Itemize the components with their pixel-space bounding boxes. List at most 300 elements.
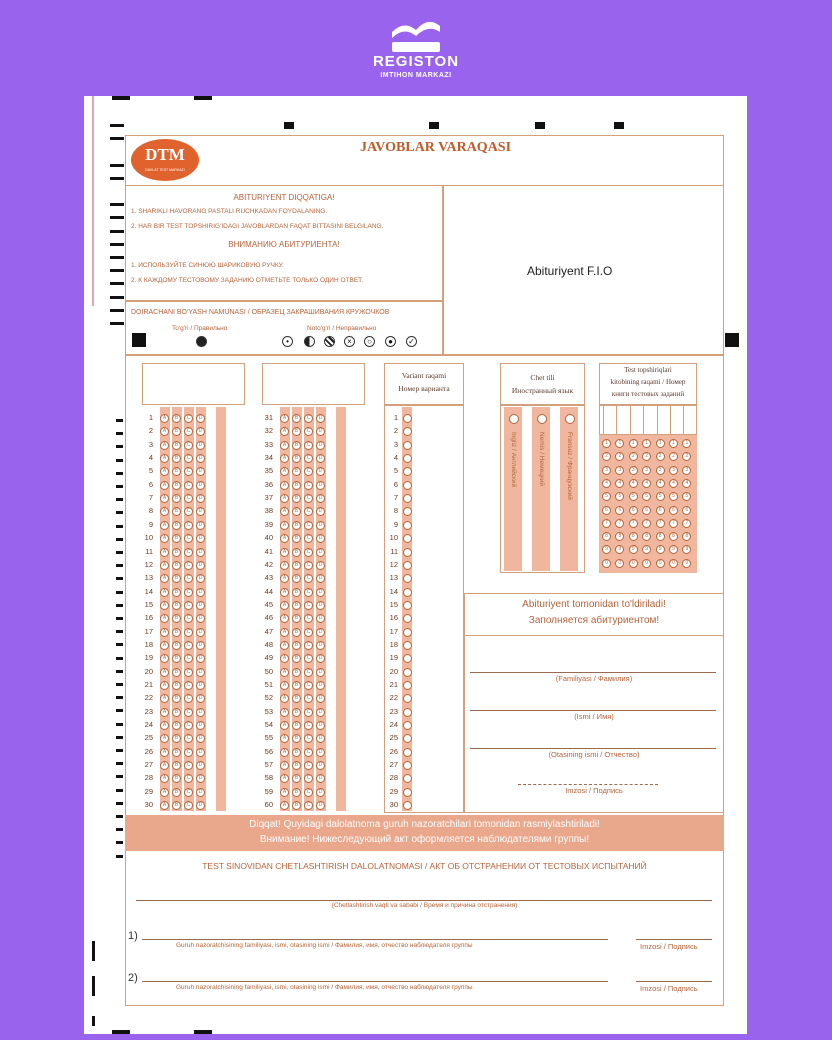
answer-bubble[interactable]: C xyxy=(304,748,313,757)
answer-bubble[interactable]: A xyxy=(280,507,289,516)
book-digit-bubble[interactable]: 2 xyxy=(615,452,624,461)
answer-bubble[interactable]: D xyxy=(316,507,325,516)
answer-bubble[interactable]: B xyxy=(172,668,181,677)
answer-bubble[interactable]: C xyxy=(304,441,313,450)
answer-bubble[interactable]: C xyxy=(184,561,193,570)
book-digit-bubble[interactable]: 1 xyxy=(682,439,691,448)
answer-bubble[interactable]: C xyxy=(304,588,313,597)
answer-bubble[interactable]: C xyxy=(304,774,313,783)
answer-bubble[interactable]: C xyxy=(304,548,313,557)
answer-bubble[interactable]: A xyxy=(160,481,169,490)
answer-bubble[interactable]: D xyxy=(196,668,205,677)
answer-bubble[interactable]: D xyxy=(196,454,205,463)
answer-bubble[interactable]: B xyxy=(292,414,301,423)
answer-bubble[interactable]: A xyxy=(280,721,289,730)
answer-bubble[interactable]: B xyxy=(172,801,181,810)
answer-bubble[interactable]: A xyxy=(160,801,169,810)
answer-bubble[interactable]: C xyxy=(304,681,313,690)
answer-bubble[interactable]: D xyxy=(316,734,325,743)
book-digit-bubble[interactable]: 4 xyxy=(615,479,624,488)
answer-bubble[interactable]: D xyxy=(196,614,205,623)
answer-bubble[interactable]: D xyxy=(196,601,205,610)
answer-bubble[interactable]: B xyxy=(172,601,181,610)
answer-bubble[interactable]: C xyxy=(304,641,313,650)
answer-bubble[interactable]: A xyxy=(160,574,169,583)
answer-bubble[interactable]: A xyxy=(160,467,169,476)
answer-bubble[interactable]: B xyxy=(172,588,181,597)
book-digit-bubble[interactable]: 9 xyxy=(629,545,638,554)
answer-bubble[interactable]: C xyxy=(184,548,193,557)
answer-bubble[interactable]: A xyxy=(160,774,169,783)
book-digit-bubble[interactable]: 3 xyxy=(629,466,638,475)
book-digit-bubble[interactable]: 8 xyxy=(615,532,624,541)
variant-bubble[interactable] xyxy=(403,601,412,610)
answer-bubble[interactable]: D xyxy=(196,708,205,717)
answer-bubble[interactable]: A xyxy=(280,681,289,690)
answer-bubble[interactable]: D xyxy=(316,521,325,530)
variant-bubble[interactable] xyxy=(403,521,412,530)
answer-bubble[interactable]: A xyxy=(160,507,169,516)
answer-bubble[interactable]: C xyxy=(184,668,193,677)
book-digit-bubble[interactable]: 8 xyxy=(656,532,665,541)
answer-bubble[interactable]: D xyxy=(316,441,325,450)
answer-bubble[interactable]: A xyxy=(280,601,289,610)
answer-bubble[interactable]: B xyxy=(172,748,181,757)
answer-bubble[interactable]: C xyxy=(304,521,313,530)
answer-bubble[interactable]: B xyxy=(292,454,301,463)
answer-bubble[interactable]: B xyxy=(292,721,301,730)
answer-bubble[interactable]: C xyxy=(184,454,193,463)
variant-bubble[interactable] xyxy=(403,414,412,423)
answer-bubble[interactable]: A xyxy=(280,561,289,570)
book-digit-bubble[interactable]: 0 xyxy=(629,559,638,568)
answer-bubble[interactable]: B xyxy=(292,494,301,503)
answer-bubble[interactable]: A xyxy=(160,628,169,637)
book-digit-bubble[interactable]: 6 xyxy=(669,506,678,515)
answer-bubble[interactable]: D xyxy=(316,561,325,570)
book-digit-bubble[interactable]: 8 xyxy=(642,532,651,541)
answer-bubble[interactable]: B xyxy=(292,574,301,583)
book-digit-bubble[interactable]: 5 xyxy=(615,492,624,501)
book-digit-bubble[interactable]: 9 xyxy=(656,545,665,554)
answer-bubble[interactable]: A xyxy=(280,574,289,583)
answer-bubble[interactable]: A xyxy=(160,548,169,557)
observer-2-signature-field[interactable] xyxy=(636,981,712,982)
book-digit-bubble[interactable]: 7 xyxy=(642,519,651,528)
answer-bubble[interactable]: C xyxy=(304,614,313,623)
answer-bubble[interactable]: B xyxy=(172,494,181,503)
language-english-bubble[interactable] xyxy=(509,414,519,424)
book-digit-bubble[interactable]: 2 xyxy=(656,452,665,461)
answer-bubble[interactable]: A xyxy=(160,641,169,650)
book-digit-bubble[interactable]: 0 xyxy=(669,559,678,568)
answer-bubble[interactable]: A xyxy=(160,588,169,597)
answer-bubble[interactable]: B xyxy=(292,548,301,557)
answer-bubble[interactable]: A xyxy=(280,467,289,476)
answer-bubble[interactable]: D xyxy=(316,748,325,757)
answer-bubble[interactable]: C xyxy=(184,507,193,516)
book-digit-bubble[interactable]: 3 xyxy=(615,466,624,475)
answer-bubble[interactable]: B xyxy=(292,507,301,516)
answer-bubble[interactable]: B xyxy=(172,521,181,530)
answer-bubble[interactable]: C xyxy=(304,708,313,717)
answer-bubble[interactable]: D xyxy=(196,427,205,436)
answer-bubble[interactable]: A xyxy=(280,441,289,450)
answer-bubble[interactable]: B xyxy=(172,414,181,423)
answer-bubble[interactable]: B xyxy=(292,801,301,810)
answer-bubble[interactable]: D xyxy=(316,788,325,797)
answer-bubble[interactable]: B xyxy=(292,734,301,743)
answer-bubble[interactable]: D xyxy=(316,548,325,557)
applicant-signature-field[interactable] xyxy=(518,784,658,785)
answer-bubble[interactable]: C xyxy=(184,734,193,743)
variant-bubble[interactable] xyxy=(403,681,412,690)
answer-bubble[interactable]: A xyxy=(280,694,289,703)
answer-bubble[interactable]: C xyxy=(184,654,193,663)
answer-bubble[interactable]: B xyxy=(292,641,301,650)
book-digit-bubble[interactable]: 1 xyxy=(629,439,638,448)
variant-bubble[interactable] xyxy=(403,481,412,490)
answer-bubble[interactable]: C xyxy=(184,721,193,730)
variant-bubble[interactable] xyxy=(403,441,412,450)
answer-bubble[interactable]: B xyxy=(292,561,301,570)
answer-bubble[interactable]: C xyxy=(304,761,313,770)
answer-bubble[interactable]: D xyxy=(316,588,325,597)
book-digit-bubble[interactable]: 8 xyxy=(629,532,638,541)
variant-bubble[interactable] xyxy=(403,628,412,637)
answer-bubble[interactable]: C xyxy=(184,694,193,703)
answer-bubble[interactable]: A xyxy=(280,548,289,557)
answer-bubble[interactable]: B xyxy=(172,774,181,783)
answer-bubble[interactable]: B xyxy=(292,427,301,436)
book-digit-bubble[interactable]: 7 xyxy=(656,519,665,528)
answer-bubble[interactable]: B xyxy=(292,481,301,490)
answer-bubble[interactable]: D xyxy=(196,788,205,797)
book-digit-bubble[interactable]: 7 xyxy=(629,519,638,528)
variant-bubble[interactable] xyxy=(403,708,412,717)
answer-bubble[interactable]: A xyxy=(280,454,289,463)
variant-bubble[interactable] xyxy=(403,588,412,597)
book-digit-bubble[interactable]: 5 xyxy=(682,492,691,501)
answer-bubble[interactable]: D xyxy=(196,748,205,757)
answer-bubble[interactable]: A xyxy=(160,708,169,717)
book-digit-bubble[interactable]: 4 xyxy=(642,479,651,488)
language-french-bubble[interactable] xyxy=(565,414,575,424)
answer-bubble[interactable]: A xyxy=(160,454,169,463)
answer-bubble[interactable]: B xyxy=(172,441,181,450)
answer-bubble[interactable]: C xyxy=(184,681,193,690)
answer-bubble[interactable]: D xyxy=(196,721,205,730)
removal-reason-field[interactable] xyxy=(136,900,712,901)
book-digit-bubble[interactable]: 5 xyxy=(602,492,611,501)
answer-bubble[interactable]: C xyxy=(184,574,193,583)
answer-bubble[interactable]: D xyxy=(316,574,325,583)
book-digit-bubble[interactable]: 5 xyxy=(642,492,651,501)
answer-bubble[interactable]: D xyxy=(196,641,205,650)
answer-bubble[interactable]: B xyxy=(172,481,181,490)
answer-bubble[interactable]: D xyxy=(316,694,325,703)
answer-bubble[interactable]: C xyxy=(184,628,193,637)
answer-bubble[interactable]: B xyxy=(172,507,181,516)
answer-bubble[interactable]: A xyxy=(160,748,169,757)
answer-bubble[interactable]: C xyxy=(184,601,193,610)
answer-bubble[interactable]: C xyxy=(184,708,193,717)
book-digit-bubble[interactable]: 2 xyxy=(602,452,611,461)
answer-bubble[interactable]: A xyxy=(160,427,169,436)
book-digit-bubble[interactable]: 9 xyxy=(615,545,624,554)
answer-bubble[interactable]: C xyxy=(184,588,193,597)
answer-bubble[interactable]: A xyxy=(160,694,169,703)
answer-bubble[interactable]: A xyxy=(160,668,169,677)
book-digit-bubble[interactable]: 9 xyxy=(669,545,678,554)
answer-bubble[interactable]: D xyxy=(196,507,205,516)
answer-bubble[interactable]: B xyxy=(292,441,301,450)
book-digit-bubble[interactable]: 4 xyxy=(629,479,638,488)
answer-bubble[interactable]: B xyxy=(172,548,181,557)
book-digit-bubble[interactable]: 4 xyxy=(602,479,611,488)
answer-bubble[interactable]: B xyxy=(292,534,301,543)
observer-1-field[interactable] xyxy=(142,939,608,940)
book-digit-bubble[interactable]: 6 xyxy=(629,506,638,515)
book-digit-bubble[interactable]: 6 xyxy=(682,506,691,515)
answer-bubble[interactable]: D xyxy=(196,534,205,543)
answer-bubble[interactable]: C xyxy=(184,494,193,503)
answer-bubble[interactable]: D xyxy=(196,628,205,637)
answer-bubble[interactable]: C xyxy=(304,494,313,503)
answer-bubble[interactable]: D xyxy=(316,681,325,690)
answer-bubble[interactable]: C xyxy=(184,801,193,810)
answer-bubble[interactable]: D xyxy=(196,654,205,663)
answer-bubble[interactable]: A xyxy=(160,681,169,690)
answer-bubble[interactable]: B xyxy=(172,614,181,623)
book-digit-bubble[interactable]: 0 xyxy=(642,559,651,568)
book-digit-bubble[interactable]: 6 xyxy=(615,506,624,515)
answer-bubble[interactable]: C xyxy=(304,454,313,463)
answer-bubble[interactable]: A xyxy=(160,761,169,770)
answer-bubble[interactable]: C xyxy=(304,561,313,570)
book-digit-bubble[interactable]: 7 xyxy=(669,519,678,528)
answer-bubble[interactable]: B xyxy=(292,601,301,610)
book-digit-bubble[interactable]: 3 xyxy=(602,466,611,475)
book-digit-bubble[interactable]: 9 xyxy=(602,545,611,554)
answer-bubble[interactable]: D xyxy=(196,441,205,450)
answer-bubble[interactable]: A xyxy=(160,734,169,743)
answer-bubble[interactable]: B xyxy=(292,708,301,717)
answer-bubble[interactable]: D xyxy=(316,668,325,677)
book-digit-bubble[interactable]: 5 xyxy=(656,492,665,501)
answer-bubble[interactable]: C xyxy=(184,641,193,650)
answer-bubble[interactable]: D xyxy=(316,414,325,423)
answer-bubble[interactable]: A xyxy=(160,788,169,797)
answer-bubble[interactable]: C xyxy=(304,414,313,423)
answer-bubble[interactable]: D xyxy=(316,614,325,623)
answer-bubble[interactable]: C xyxy=(304,467,313,476)
answer-bubble[interactable]: D xyxy=(316,481,325,490)
observer-2-field[interactable] xyxy=(142,981,608,982)
answer-bubble[interactable]: D xyxy=(316,761,325,770)
answer-bubble[interactable]: D xyxy=(316,801,325,810)
answer-bubble[interactable]: C xyxy=(304,721,313,730)
book-digit-bubble[interactable]: 1 xyxy=(615,439,624,448)
answer-bubble[interactable]: D xyxy=(196,481,205,490)
answer-bubble[interactable]: A xyxy=(160,654,169,663)
answer-bubble[interactable]: D xyxy=(316,641,325,650)
book-digit-bubble[interactable]: 5 xyxy=(669,492,678,501)
book-digit-bubble[interactable]: 1 xyxy=(656,439,665,448)
answer-bubble[interactable]: C xyxy=(304,427,313,436)
answer-bubble[interactable]: B xyxy=(292,694,301,703)
answer-bubble[interactable]: C xyxy=(304,654,313,663)
answer-bubble[interactable]: B xyxy=(172,454,181,463)
answer-bubble[interactable]: A xyxy=(280,668,289,677)
answer-bubble[interactable]: C xyxy=(304,788,313,797)
answer-bubble[interactable]: D xyxy=(196,761,205,770)
answer-bubble[interactable]: A xyxy=(280,614,289,623)
answer-bubble[interactable]: D xyxy=(196,681,205,690)
answer-bubble[interactable]: A xyxy=(280,588,289,597)
book-digit-bubble[interactable]: 0 xyxy=(682,559,691,568)
book-digit-bubble[interactable]: 4 xyxy=(682,479,691,488)
answer-bubble[interactable]: D xyxy=(316,467,325,476)
answer-bubble[interactable]: A xyxy=(280,734,289,743)
answer-bubble[interactable]: B xyxy=(172,694,181,703)
answer-bubble[interactable]: B xyxy=(292,588,301,597)
answer-bubble[interactable]: D xyxy=(316,708,325,717)
book-digit-bubble[interactable]: 2 xyxy=(629,452,638,461)
answer-bubble[interactable]: B xyxy=(172,534,181,543)
answer-bubble[interactable]: A xyxy=(280,521,289,530)
name-field[interactable] xyxy=(470,710,716,711)
answer-bubble[interactable]: D xyxy=(196,414,205,423)
book-digit-bubble[interactable]: 9 xyxy=(682,545,691,554)
answer-bubble[interactable]: B xyxy=(292,774,301,783)
book-digit-bubble[interactable]: 3 xyxy=(656,466,665,475)
answer-bubble[interactable]: C xyxy=(184,481,193,490)
answer-bubble[interactable]: A xyxy=(280,628,289,637)
answer-bubble[interactable]: D xyxy=(316,774,325,783)
answer-bubble[interactable]: C xyxy=(184,748,193,757)
answer-bubble[interactable]: B xyxy=(172,761,181,770)
answer-bubble[interactable]: A xyxy=(160,441,169,450)
answer-bubble[interactable]: A xyxy=(280,708,289,717)
answer-bubble[interactable]: A xyxy=(160,614,169,623)
book-digit-bubble[interactable]: 7 xyxy=(602,519,611,528)
answer-bubble[interactable]: C xyxy=(184,467,193,476)
book-digit-bubble[interactable]: 4 xyxy=(669,479,678,488)
answer-bubble[interactable]: D xyxy=(316,628,325,637)
book-digit-bubble[interactable]: 0 xyxy=(656,559,665,568)
answer-bubble[interactable]: B xyxy=(292,521,301,530)
variant-bubble[interactable] xyxy=(403,788,412,797)
answer-bubble[interactable]: D xyxy=(196,801,205,810)
answer-bubble[interactable]: B xyxy=(172,708,181,717)
book-digit-bubble[interactable]: 1 xyxy=(602,439,611,448)
answer-bubble[interactable]: A xyxy=(280,801,289,810)
answer-bubble[interactable]: C xyxy=(184,534,193,543)
language-german-bubble[interactable] xyxy=(537,414,547,424)
answer-bubble[interactable]: B xyxy=(172,628,181,637)
answer-bubble[interactable]: D xyxy=(316,454,325,463)
answer-bubble[interactable]: D xyxy=(196,574,205,583)
variant-bubble[interactable] xyxy=(403,561,412,570)
answer-bubble[interactable]: D xyxy=(316,427,325,436)
variant-bubble[interactable] xyxy=(403,721,412,730)
variant-bubble[interactable] xyxy=(403,668,412,677)
book-digit-bubble[interactable]: 3 xyxy=(669,466,678,475)
answer-bubble[interactable]: B xyxy=(292,628,301,637)
answer-bubble[interactable]: A xyxy=(280,748,289,757)
answer-bubble[interactable]: D xyxy=(196,548,205,557)
book-digit-bubble[interactable]: 4 xyxy=(656,479,665,488)
book-digit-bubble[interactable]: 6 xyxy=(642,506,651,515)
book-digit-bubble[interactable]: 0 xyxy=(602,559,611,568)
answer-bubble[interactable]: D xyxy=(196,588,205,597)
book-digit-bubble[interactable]: 0 xyxy=(615,559,624,568)
answer-bubble[interactable]: D xyxy=(316,654,325,663)
book-digit-bubble[interactable]: 6 xyxy=(602,506,611,515)
answer-bubble[interactable]: B xyxy=(172,721,181,730)
answer-bubble[interactable]: A xyxy=(280,761,289,770)
answer-bubble[interactable]: D xyxy=(316,494,325,503)
answer-bubble[interactable]: C xyxy=(184,427,193,436)
answer-bubble[interactable]: C xyxy=(304,801,313,810)
answer-bubble[interactable]: B xyxy=(172,427,181,436)
book-digit-bubble[interactable]: 6 xyxy=(656,506,665,515)
answer-bubble[interactable]: D xyxy=(316,601,325,610)
answer-bubble[interactable]: C xyxy=(304,628,313,637)
book-digit-bubble[interactable]: 5 xyxy=(629,492,638,501)
answer-bubble[interactable]: A xyxy=(280,641,289,650)
answer-bubble[interactable]: D xyxy=(196,494,205,503)
answer-bubble[interactable]: C xyxy=(304,694,313,703)
answer-bubble[interactable]: D xyxy=(196,694,205,703)
answer-bubble[interactable]: D xyxy=(316,721,325,730)
book-digit-bubble[interactable]: 3 xyxy=(642,466,651,475)
observer-1-signature-field[interactable] xyxy=(636,939,712,940)
answer-bubble[interactable]: D xyxy=(196,774,205,783)
answer-bubble[interactable]: B xyxy=(292,681,301,690)
answer-bubble[interactable]: A xyxy=(280,481,289,490)
answer-bubble[interactable]: C xyxy=(184,761,193,770)
answer-bubble[interactable]: B xyxy=(292,614,301,623)
answer-bubble[interactable]: C xyxy=(304,534,313,543)
answer-bubble[interactable]: A xyxy=(280,654,289,663)
answer-bubble[interactable]: B xyxy=(172,681,181,690)
answer-bubble[interactable]: A xyxy=(160,561,169,570)
answer-bubble[interactable]: A xyxy=(160,414,169,423)
book-digit-bubble[interactable]: 1 xyxy=(642,439,651,448)
answer-bubble[interactable]: D xyxy=(196,561,205,570)
book-digit-bubble[interactable]: 2 xyxy=(669,452,678,461)
answer-bubble[interactable]: A xyxy=(280,494,289,503)
answer-bubble[interactable]: A xyxy=(280,414,289,423)
answer-bubble[interactable]: A xyxy=(280,534,289,543)
answer-bubble[interactable]: C xyxy=(184,788,193,797)
book-digit-bubble[interactable]: 2 xyxy=(642,452,651,461)
answer-bubble[interactable]: B xyxy=(172,788,181,797)
variant-bubble[interactable] xyxy=(403,748,412,757)
surname-field[interactable] xyxy=(470,672,716,673)
answer-bubble[interactable]: D xyxy=(196,734,205,743)
variant-bubble[interactable] xyxy=(403,641,412,650)
book-digit-bubble[interactable]: 2 xyxy=(682,452,691,461)
answer-bubble[interactable]: A xyxy=(160,521,169,530)
answer-bubble[interactable]: B xyxy=(172,654,181,663)
answer-bubble[interactable]: B xyxy=(292,467,301,476)
answer-bubble[interactable]: C xyxy=(184,441,193,450)
book-digit-bubble[interactable]: 1 xyxy=(669,439,678,448)
answer-bubble[interactable]: B xyxy=(172,641,181,650)
